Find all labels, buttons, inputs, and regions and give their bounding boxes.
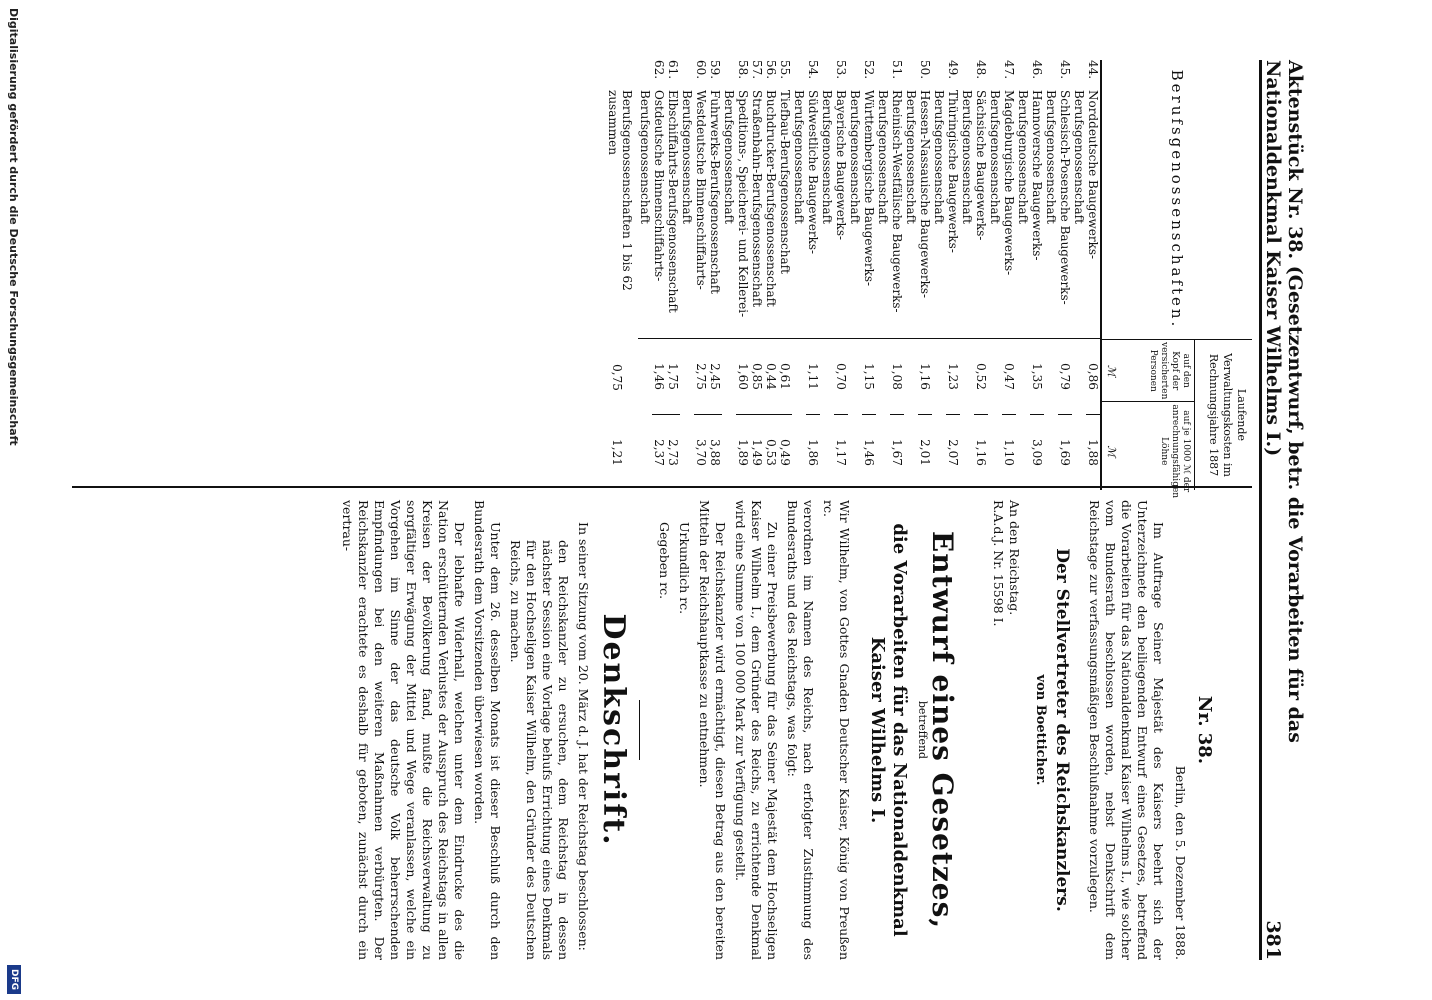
row-value-per-1000: 0,49 — [778, 439, 792, 466]
denkschrift-paragraph-1: In seiner Sitzung vom 20. März d. J. hat der Reichstag beschlossen: — [576, 522, 591, 951]
row-name: Württembergische Baugewerks-Berufsgenossenschaft — [848, 90, 876, 339]
table-header — [1100, 60, 1252, 499]
table-total-row — [600, 60, 634, 490]
row-value-per-person: 1,35 — [1030, 339, 1044, 415]
row-value-per-person: 1,15 — [862, 339, 876, 415]
address-line-2: R.A.d.J. Nr. 15598 I. — [991, 500, 1006, 627]
row-name: Magdeburgische Baugewerks-Berufsgenossenschaft — [988, 90, 1016, 339]
dateline: Berlin, den 5. Dezember 1888. — [1173, 765, 1188, 960]
row-value-per-1000: 2,37 — [652, 439, 666, 466]
draft-title: Entwurf eines Gesetzes, — [926, 530, 959, 930]
row-value-per-1000: 1,49 — [750, 439, 764, 466]
row-number: 52. — [862, 60, 876, 80]
row-value-per-person: 1,11 — [806, 339, 820, 415]
table-row — [876, 60, 904, 490]
row-number: 45. — [1058, 60, 1072, 80]
header-per-1000 — [1102, 402, 1194, 500]
table-row — [1072, 60, 1100, 490]
section-divider — [639, 700, 640, 760]
row-number: 54. — [806, 60, 820, 80]
total-label: Berufsgenossenschaften 1 bis 62 zusammen — [606, 90, 634, 291]
table-row — [666, 60, 680, 490]
intro-paragraph: Im Auftrage Seiner Majestät des Kaisers beehrt sich der Unterzeichnete den beiliegenden Entwurf eines Gesetzes, betreffend die Vorarbeiten für das Nationaldenkmal Kaiser Wilhelms I., wie solcher vom Bundesrath beschlossen worden, nebst Denkschrift dem Reichstage zur verfassungsmäßigen Beschlußnahme vorzulegen. — [1087, 500, 1166, 960]
row-value-per-person: 0,79 — [1058, 339, 1072, 415]
row-value-per-1000: 1,89 — [736, 439, 750, 466]
row-number: 59. — [708, 60, 722, 80]
dfg-logo-icon: DFG — [7, 965, 21, 994]
row-value-per-1000: 3,09 — [1030, 439, 1044, 466]
header-berufsgenossenschaften: Berufsgenossenschaften. — [1102, 60, 1252, 340]
address-block — [990, 500, 1022, 960]
row-value-per-1000: 1,88 — [1086, 439, 1100, 466]
row-value-per-1000: 1,46 — [862, 439, 876, 466]
row-value-per-1000: 0,53 — [764, 439, 778, 466]
row-value-per-person: 2,45 — [708, 339, 722, 415]
total-value-per-person: 0,75 — [610, 364, 624, 391]
header-per-1000-label: auf je 1000 ℳ der anrechnungsfähigen Löhne — [1159, 404, 1191, 499]
signature-name: von Boetticher. — [1033, 674, 1048, 786]
signature-title: Der Stellvertreter des Reichskanzlers. — [1052, 548, 1072, 912]
table-row — [638, 60, 666, 490]
row-name: Buchdrucker-Berufsgenossenschaft — [764, 90, 778, 339]
table-row — [792, 60, 820, 490]
table-row — [1044, 60, 1072, 490]
row-value-per-1000: 1,16 — [974, 439, 988, 466]
row-value-per-1000: 2,01 — [918, 439, 932, 466]
header-per-person-unit: ℳ — [1105, 364, 1118, 377]
row-number: 46. — [1030, 60, 1044, 80]
row-number: 50. — [918, 60, 932, 80]
row-name: Westdeutsche Binnenschiffahrts-Berufsgenossenschaft — [680, 90, 708, 339]
row-value-per-person: 0,70 — [834, 339, 848, 415]
row-value-per-person: 0,85 — [750, 339, 764, 415]
header-costs-sub — [1102, 340, 1194, 499]
row-value-per-person: 2,75 — [694, 339, 708, 415]
law-paragraph-1: Zu einer Preisbewerbung für das Seiner Majestät dem Hochseligen Kaiser Wilhelm I., dem Gründer des Reichs, zu errichtende Denkmal wird eine Summe von 100 000 Mark zur Verfügung gestellt. — [733, 500, 780, 960]
address-line-1: An den Reichstag. — [1007, 500, 1022, 616]
row-value-per-person: 0,44 — [764, 339, 778, 415]
table-row — [750, 60, 764, 490]
row-name: Speditions-, Speicherei- und Kellerei-Berufsgenossenschaft — [722, 90, 750, 339]
header-per-person — [1102, 340, 1194, 402]
row-name: Straßenbahn-Berufsgenossenschaft — [750, 90, 764, 339]
text-column — [72, 500, 1252, 960]
row-number: 51. — [890, 60, 904, 80]
law-paragraph-2: Der Reichskanzler wird ermächtigt, diesen Betrag aus den bereiten Mitteln der Reichshauptkasse zu entnehmen. — [697, 500, 728, 960]
verordnen-paragraph: verordnen im Namen des Reichs, nach erfolgter Zustimmung des Bundesraths und des Reichstags, was folgt: — [785, 500, 816, 960]
row-value-per-1000: 1,17 — [834, 439, 848, 466]
enacting-formula: Wir Wilhelm, von Gottes Gnaden Deutscher Kaiser, König von Preußen rc. — [821, 500, 852, 960]
table-row — [904, 60, 932, 490]
digitization-credit-text: Digitalisierung gefördert durch die Deutsche Forschungsgemeinschaft — [7, 8, 21, 446]
row-value-per-person: 1,46 — [652, 339, 666, 415]
row-name: Norddeutsche Baugewerks-Berufsgenossenschaft — [1072, 90, 1100, 339]
table-row — [722, 60, 750, 490]
denkschrift-paragraph-3: Der lebhafte Widerhall, welchen unter dem Eindrucke des die Nation erschütternden Verlustes der Ausspruch des Reichstags in allen Kreisen der Bevölkerung fand, mußte die Reichsverwaltung zu sorgfältiger Erwägung der Mittel und Wege veranlassen, welche ein Vorgehen im Sinne der das deutsche Volk beherrschenden Empfindungen bei den weiteren Maßnahmen verbürgten. Der Reichskanzler erachtete es deshalb für geboten, zunächst durch ein vertrau- — [340, 500, 467, 960]
header-title: Aktenstück Nr. 38. (Gesetzentwurf, betr. die Vorarbeiten für das Nationaldenkmal Kaiser Wilhelms I.) — [1262, 60, 1306, 743]
row-number: 55. — [778, 60, 792, 80]
page-header — [1259, 60, 1306, 960]
urkundlich-line: Urkundlich rc. — [677, 522, 692, 615]
row-number: 56. — [764, 60, 778, 80]
table-row — [848, 60, 876, 490]
row-number: 44. — [1086, 60, 1100, 80]
table-row — [680, 60, 708, 490]
row-value-per-person: 1,75 — [666, 339, 680, 415]
row-name: Schlesisch-Posensche Baugewerks-Berufsgenossenschaft — [1044, 90, 1072, 339]
row-name: Rheinisch-Westfälische Baugewerks-Berufsgenossenschaft — [876, 90, 904, 339]
row-value-per-1000: 1,10 — [1002, 439, 1016, 466]
row-number: 48. — [974, 60, 988, 80]
header-per-1000-unit: ℳ — [1105, 445, 1118, 458]
row-number: 60. — [694, 60, 708, 80]
draft-subject: die Vorarbeiten für das Nationaldenkmal Kaiser Wilhelms I. — [867, 523, 910, 937]
denkschrift-paragraph-2: Unter dem 26. desselben Monats ist dieser Beschluß durch den Bundesrath dem Vorsitzenden überwiesen worden. — [472, 500, 503, 960]
row-value-per-person: 1,23 — [946, 339, 960, 415]
table-row — [764, 60, 778, 490]
row-name: Bayerische Baugewerks-Berufsgenossenschaft — [820, 90, 848, 339]
row-number: 53. — [834, 60, 848, 80]
header-per-person-label: auf den Kopf der versicherten Personen — [1148, 342, 1191, 400]
table-row — [960, 60, 988, 490]
row-value-per-person: 0,52 — [974, 339, 988, 415]
row-value-per-1000: 3,88 — [708, 439, 722, 466]
page-number: 381 — [1262, 920, 1284, 960]
table-body — [638, 60, 1100, 490]
cost-table — [72, 60, 1252, 499]
header-costs — [1102, 340, 1252, 499]
row-value-per-person: 0,61 — [778, 339, 792, 415]
row-name: Hessen-Nassauische Baugewerks-Berufsgenossenschaft — [904, 90, 932, 339]
row-number: 47. — [1002, 60, 1016, 80]
row-number: 49. — [946, 60, 960, 80]
row-number: 61. — [666, 60, 680, 80]
row-name: Tiefbau-Berufsgenossenschaft — [778, 90, 792, 339]
row-number: 57. — [750, 60, 764, 80]
row-value-per-1000: 3,70 — [694, 439, 708, 466]
row-value-per-1000: 2,73 — [666, 439, 680, 466]
table-row — [932, 60, 960, 490]
row-value-per-1000: 1,67 — [890, 439, 904, 466]
row-number: 62. — [652, 60, 666, 80]
header-costs-title: Laufende Verwaltungskosten im Rechnungsjahre 1887 — [1194, 340, 1252, 490]
row-name: Hannoversche Baugewerks-Berufsgenossenschaft — [1016, 90, 1044, 339]
row-name: Thüringische Baugewerks-Berufsgenossenschaft — [932, 90, 960, 339]
row-value-per-person: 1,60 — [736, 339, 750, 415]
table-row — [708, 60, 722, 490]
row-name: Südwestliche Baugewerks-Berufsgenossenschaft — [792, 90, 820, 339]
document-number: Nr. 38. — [1194, 695, 1215, 765]
table-row — [988, 60, 1016, 490]
row-value-per-1000: 2,07 — [946, 439, 960, 466]
gegeben-line: Gegeben rc. — [657, 522, 672, 600]
row-name: Fuhrwerks-Berufsgenossenschaft — [708, 90, 722, 339]
row-name: Elbschiffahrts-Berufsgenossenschaft — [666, 90, 680, 339]
table-row — [1016, 60, 1044, 490]
table-row — [820, 60, 848, 490]
row-value-per-person: 1,08 — [890, 339, 904, 415]
betreffend-label: betreffend — [916, 700, 929, 760]
row-name: Sächsische Baugewerks-Berufsgenossenschaft — [960, 90, 988, 339]
row-name: Ostdeutsche Binnenschiffahrts-Berufsgenossenschaft — [638, 90, 666, 339]
row-value-per-person: 0,86 — [1086, 339, 1100, 415]
row-value-per-person: 0,47 — [1002, 339, 1016, 415]
row-value-per-person: 1,16 — [918, 339, 932, 415]
row-value-per-1000: 1,86 — [806, 439, 820, 466]
denkschrift-title: Denkschrift. — [596, 613, 631, 847]
denkschrift-quote: den Reichskanzler zu ersuchen, dem Reichstag in dessen nächster Session eine Vorlage behufs Errichtung eines Denkmals für den Hochseligen Kaiser Wilhelm, den Gründer des Deutschen Reichs, zu machen. — [508, 540, 571, 960]
row-value-per-1000: 1,69 — [1058, 439, 1072, 466]
total-value-per-1000: 1,21 — [610, 439, 624, 466]
row-number: 58. — [736, 60, 750, 80]
digitization-credit-strip — [0, 0, 28, 1000]
table-row — [778, 60, 792, 490]
